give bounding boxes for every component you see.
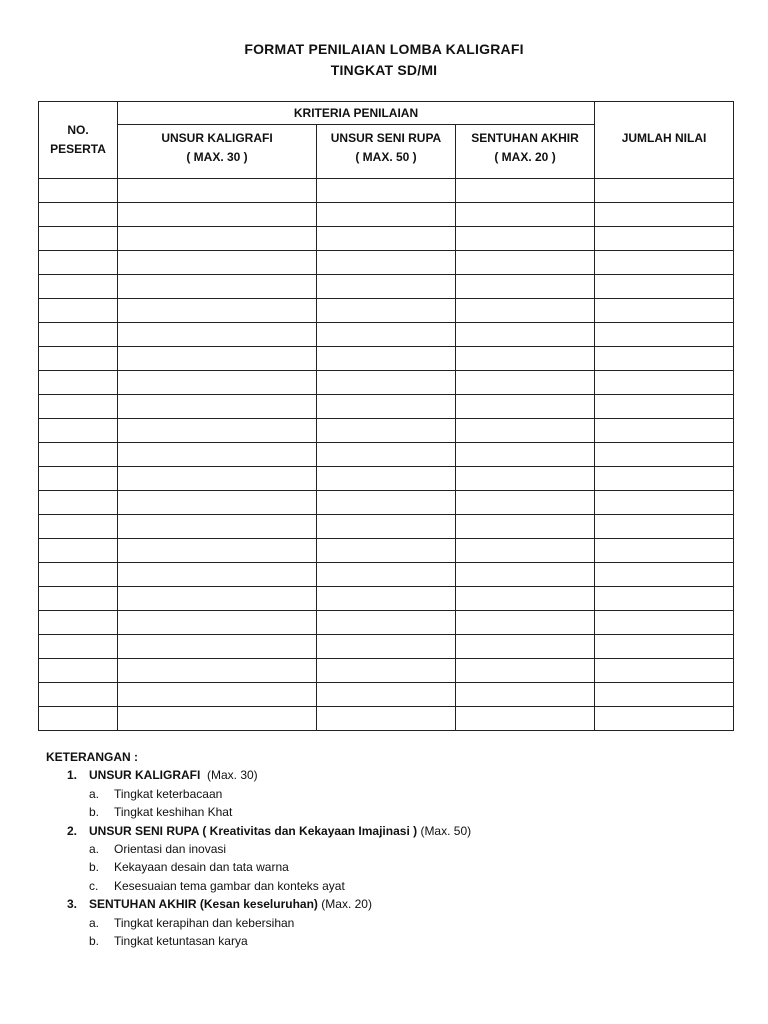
subitem-text: Orientasi dan inovasi	[114, 842, 227, 857]
table-row	[39, 371, 734, 395]
header-col3-line2: ( MAX. 20 )	[494, 150, 556, 164]
table-row	[39, 539, 734, 563]
header-jumlah-nilai: JUMLAH NILAI	[595, 102, 734, 179]
score-cell[interactable]	[456, 611, 595, 635]
header-col1-line2: ( MAX. 30 )	[186, 150, 248, 164]
item-label-bold: SENTUHAN AKHIR (Kesan keseluruhan)	[89, 897, 318, 912]
score-cell[interactable]	[595, 227, 734, 251]
score-cell[interactable]	[595, 683, 734, 707]
table-row	[39, 635, 734, 659]
score-cell[interactable]	[317, 491, 456, 515]
table-row	[39, 611, 734, 635]
subitem-letter: a.	[89, 842, 100, 857]
table-row	[39, 515, 734, 539]
score-cell[interactable]	[595, 275, 734, 299]
score-cell[interactable]	[317, 659, 456, 683]
score-cell[interactable]	[118, 491, 317, 515]
score-cell[interactable]	[456, 395, 595, 419]
table-row	[39, 251, 734, 275]
score-cell[interactable]	[456, 467, 595, 491]
table-row	[39, 467, 734, 491]
score-cell[interactable]	[595, 251, 734, 275]
score-cell[interactable]	[39, 299, 118, 323]
score-cell[interactable]	[39, 371, 118, 395]
score-cell[interactable]	[118, 323, 317, 347]
score-cell[interactable]	[595, 707, 734, 731]
score-cell[interactable]	[317, 539, 456, 563]
score-cell[interactable]	[456, 323, 595, 347]
keterangan-subitem	[46, 785, 736, 803]
score-cell[interactable]	[118, 299, 317, 323]
score-cell[interactable]	[595, 347, 734, 371]
subitem-letter: a.	[89, 915, 100, 930]
header-col1-line1: UNSUR KALIGRAFI	[161, 131, 273, 145]
score-cell[interactable]	[456, 707, 595, 731]
score-cell[interactable]	[456, 515, 595, 539]
score-cell[interactable]	[595, 467, 734, 491]
header-no-line2: PESERTA	[50, 142, 106, 156]
table-row	[39, 275, 734, 299]
score-cell[interactable]	[317, 563, 456, 587]
score-cell[interactable]	[595, 323, 734, 347]
score-cell[interactable]	[456, 203, 595, 227]
score-cell[interactable]	[118, 251, 317, 275]
subitem-letter: a.	[89, 786, 100, 801]
table-row	[39, 707, 734, 731]
score-cell[interactable]	[456, 659, 595, 683]
item-number: 3.	[67, 897, 78, 912]
score-cell[interactable]	[317, 227, 456, 251]
score-cell[interactable]	[118, 683, 317, 707]
header-sentuhan-akhir	[456, 125, 595, 179]
score-cell[interactable]	[317, 683, 456, 707]
score-cell[interactable]	[456, 371, 595, 395]
score-cell[interactable]	[39, 539, 118, 563]
score-cell[interactable]	[456, 587, 595, 611]
score-cell[interactable]	[317, 395, 456, 419]
score-cell[interactable]	[317, 611, 456, 635]
score-cell[interactable]	[595, 515, 734, 539]
score-cell[interactable]	[118, 419, 317, 443]
keterangan-subitem	[46, 858, 736, 876]
keterangan-subitem	[46, 803, 736, 821]
subitem-text: Tingkat keshihan Khat	[114, 805, 233, 820]
subitem-letter: b.	[89, 805, 100, 820]
score-cell[interactable]	[317, 275, 456, 299]
score-cell[interactable]	[118, 275, 317, 299]
table-row	[39, 347, 734, 371]
subitem-text: Tingkat keterbacaan	[114, 786, 223, 801]
score-cell[interactable]	[118, 707, 317, 731]
score-cell[interactable]	[456, 683, 595, 707]
score-cell[interactable]	[456, 179, 595, 203]
score-cell[interactable]	[317, 635, 456, 659]
score-cell[interactable]	[39, 659, 118, 683]
item-label	[89, 766, 258, 784]
item-label	[89, 895, 372, 913]
table-row	[39, 227, 734, 251]
score-cell[interactable]	[39, 587, 118, 611]
score-cell[interactable]	[39, 515, 118, 539]
score-cell[interactable]	[456, 251, 595, 275]
score-cell[interactable]	[456, 491, 595, 515]
item-label	[89, 822, 471, 840]
score-cell[interactable]	[456, 299, 595, 323]
score-cell[interactable]	[595, 299, 734, 323]
header-unsur-seni-rupa	[317, 125, 456, 179]
score-cell[interactable]	[118, 443, 317, 467]
score-cell[interactable]	[595, 491, 734, 515]
score-cell[interactable]	[317, 323, 456, 347]
score-cell[interactable]	[118, 179, 317, 203]
score-cell[interactable]	[456, 347, 595, 371]
score-cell[interactable]	[595, 203, 734, 227]
score-cell[interactable]	[39, 563, 118, 587]
table-row	[39, 659, 734, 683]
score-cell[interactable]	[118, 371, 317, 395]
item-label-bold: UNSUR KALIGRAFI	[89, 768, 201, 783]
header-no-line1: NO.	[67, 123, 89, 137]
score-cell[interactable]	[595, 635, 734, 659]
score-cell[interactable]	[39, 419, 118, 443]
table-row	[39, 683, 734, 707]
keterangan-subitem	[46, 932, 736, 950]
score-cell[interactable]	[118, 203, 317, 227]
score-cell[interactable]	[317, 299, 456, 323]
score-cell[interactable]	[39, 323, 118, 347]
score-cell[interactable]	[39, 491, 118, 515]
score-cell[interactable]	[118, 395, 317, 419]
score-cell[interactable]	[118, 635, 317, 659]
score-cell[interactable]	[595, 587, 734, 611]
header-kriteria-penilaian: KRITERIA PENILAIAN	[118, 102, 595, 125]
score-cell[interactable]	[39, 443, 118, 467]
header-no-peserta	[39, 102, 118, 179]
score-cell[interactable]	[118, 563, 317, 587]
keterangan-section	[46, 748, 736, 950]
score-cell[interactable]	[118, 467, 317, 491]
header-col2-line2: ( MAX. 50 )	[355, 150, 417, 164]
score-cell[interactable]	[456, 275, 595, 299]
score-cell[interactable]	[456, 419, 595, 443]
score-cell[interactable]	[39, 467, 118, 491]
subitem-text: Kekayaan desain dan tata warna	[114, 860, 289, 875]
score-cell[interactable]	[118, 659, 317, 683]
subitem-letter: b.	[89, 860, 100, 875]
keterangan-subitem	[46, 840, 736, 858]
score-cell[interactable]	[118, 539, 317, 563]
score-cell[interactable]	[118, 611, 317, 635]
table-row	[39, 563, 734, 587]
score-cell[interactable]	[456, 635, 595, 659]
item-max: (Max. 30)	[200, 768, 258, 783]
item-label-bold: UNSUR SENI RUPA ( Kreativitas dan Kekayaan Imajinasi )	[89, 823, 418, 838]
keterangan-heading: KETERANGAN :	[46, 750, 138, 764]
score-cell[interactable]	[317, 443, 456, 467]
table-row	[39, 419, 734, 443]
score-cell[interactable]	[39, 635, 118, 659]
score-cell[interactable]	[118, 227, 317, 251]
score-cell[interactable]	[39, 707, 118, 731]
score-cell[interactable]	[118, 587, 317, 611]
score-cell[interactable]	[317, 587, 456, 611]
subitem-letter: c.	[89, 878, 99, 893]
keterangan-subitem	[46, 877, 736, 895]
score-cell[interactable]	[595, 563, 734, 587]
score-cell[interactable]	[118, 515, 317, 539]
score-cell[interactable]	[317, 179, 456, 203]
table-row	[39, 203, 734, 227]
subitem-text: Kesesuaian tema gambar dan konteks ayat	[114, 878, 345, 893]
table-row	[39, 299, 734, 323]
item-number: 1.	[67, 768, 78, 783]
document-title: FORMAT PENILAIAN LOMBA KALIGRAFI	[244, 41, 524, 57]
table-row	[39, 323, 734, 347]
score-cell[interactable]	[317, 251, 456, 275]
table-row	[39, 443, 734, 467]
document-subtitle: TINGKAT SD/MI	[330, 62, 438, 78]
score-cell[interactable]	[317, 707, 456, 731]
score-cell[interactable]	[595, 443, 734, 467]
score-cell[interactable]	[317, 467, 456, 491]
item-max: (Max. 50)	[417, 823, 472, 838]
score-cell[interactable]	[317, 419, 456, 443]
subitem-text: Tingkat kerapihan dan kebersihan	[114, 915, 295, 930]
score-cell[interactable]	[595, 539, 734, 563]
score-cell[interactable]	[595, 179, 734, 203]
keterangan-item	[46, 895, 736, 913]
table-row	[39, 491, 734, 515]
score-cell[interactable]	[39, 203, 118, 227]
score-cell[interactable]	[456, 539, 595, 563]
header-col2-line1: UNSUR SENI RUPA	[330, 131, 442, 145]
score-cell[interactable]	[456, 563, 595, 587]
keterangan-list	[46, 766, 736, 950]
score-cell[interactable]	[595, 419, 734, 443]
score-cell[interactable]	[39, 179, 118, 203]
score-cell[interactable]	[456, 443, 595, 467]
score-cell[interactable]	[39, 275, 118, 299]
keterangan-item	[46, 766, 736, 784]
table-row	[39, 179, 734, 203]
score-cell[interactable]	[118, 347, 317, 371]
item-number: 2.	[67, 823, 78, 838]
score-table-body	[39, 179, 734, 731]
score-cell[interactable]	[595, 371, 734, 395]
table-row	[39, 587, 734, 611]
item-max: (Max. 20)	[317, 897, 372, 912]
table-row	[39, 395, 734, 419]
subitem-letter: b.	[89, 934, 100, 949]
subitem-text: Tingkat ketuntasan karya	[114, 934, 248, 949]
score-cell[interactable]	[39, 611, 118, 635]
score-cell[interactable]	[317, 347, 456, 371]
score-table	[38, 101, 734, 731]
score-cell[interactable]	[595, 395, 734, 419]
score-cell[interactable]	[39, 683, 118, 707]
score-cell[interactable]	[595, 611, 734, 635]
score-cell[interactable]	[317, 371, 456, 395]
header-unsur-kaligrafi	[118, 125, 317, 179]
score-cell[interactable]	[39, 251, 118, 275]
score-cell[interactable]	[595, 659, 734, 683]
score-cell[interactable]	[39, 347, 118, 371]
score-cell[interactable]	[317, 203, 456, 227]
score-cell[interactable]	[317, 515, 456, 539]
score-cell[interactable]	[456, 227, 595, 251]
keterangan-subitem	[46, 914, 736, 932]
score-cell[interactable]	[39, 395, 118, 419]
header-col3-line1: SENTUHAN AKHIR	[471, 131, 579, 145]
score-cell[interactable]	[39, 227, 118, 251]
keterangan-item	[46, 822, 736, 840]
